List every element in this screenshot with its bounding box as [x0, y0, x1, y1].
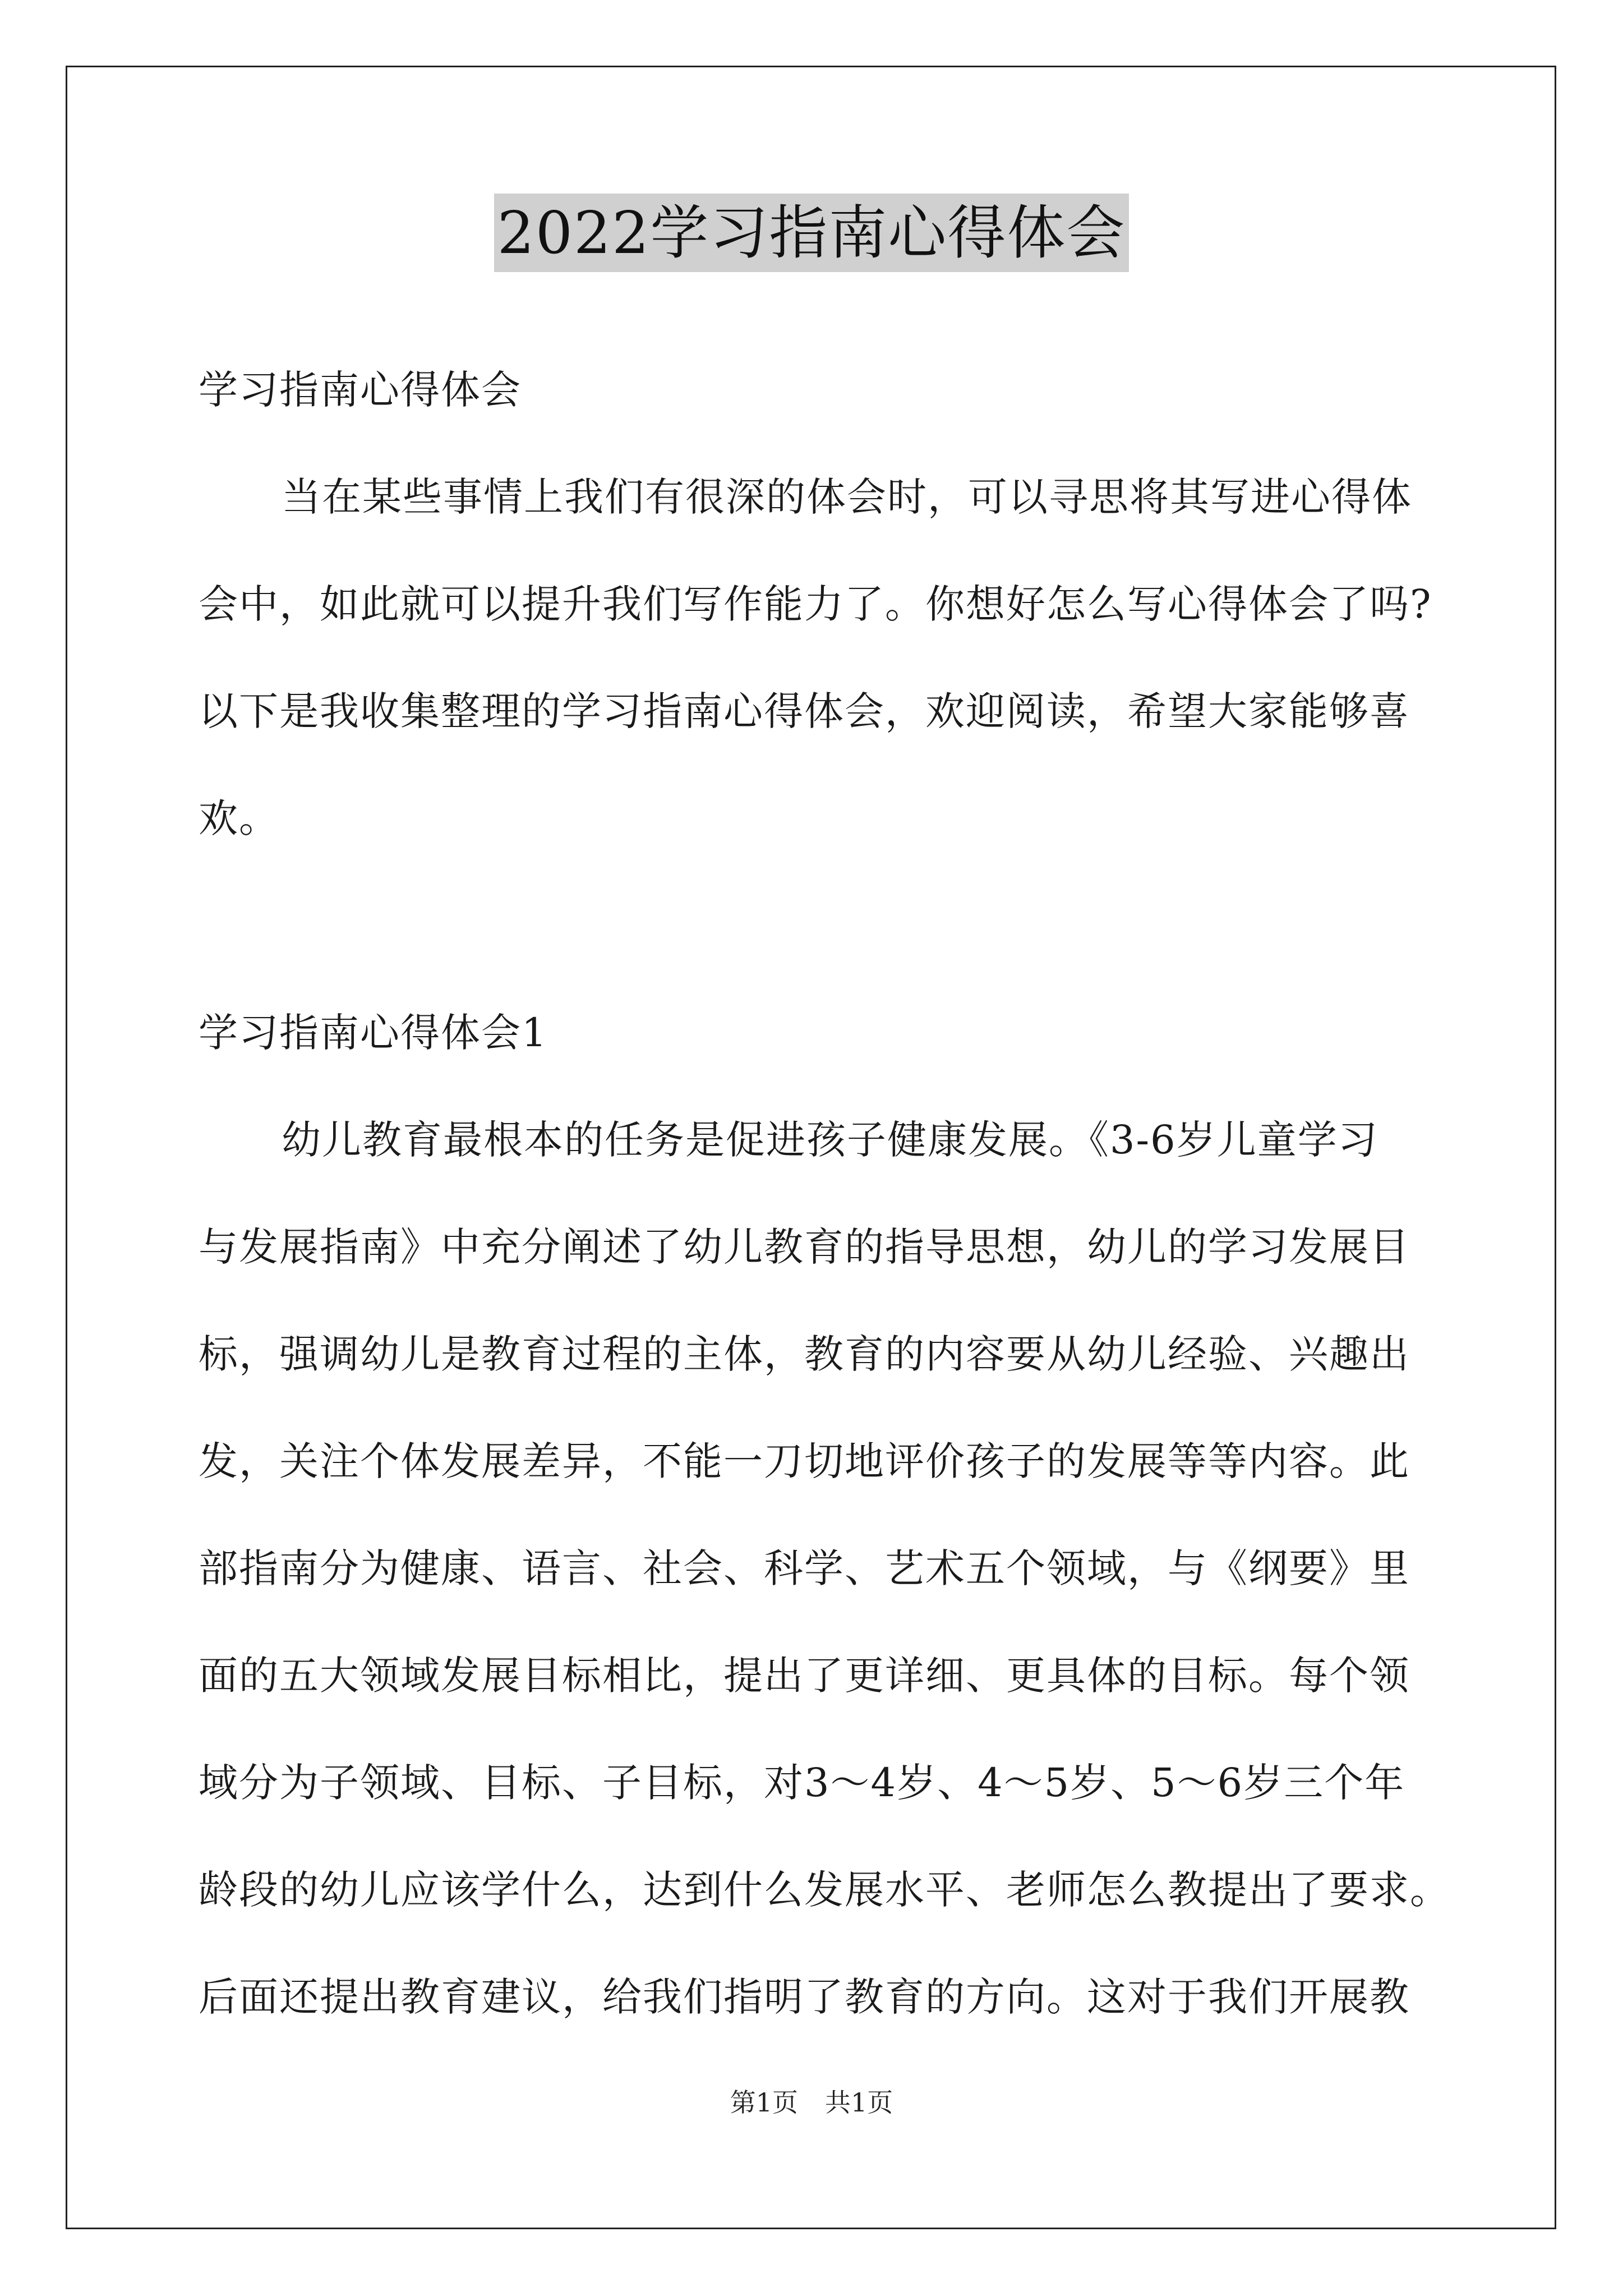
paragraph-line: 幼儿教育最根本的任务是促进孩子健康发展。《3-6岁儿童学习: [282, 1117, 1378, 1163]
document-body: [199, 337, 1449, 2051]
paragraph-gap: [199, 872, 1449, 979]
paragraph-line: 欢。: [199, 795, 279, 841]
paragraph-line: 面的五大领域发展目标相比，提出了更详细、更具体的目标。每个领: [199, 1653, 1410, 1699]
section-heading-1: 学习指南心得体会1: [199, 1010, 548, 1056]
paragraph-line: 域分为子领域、目标、子目标，对3～4岁、4～5岁、5～6岁三个年: [199, 1760, 1405, 1806]
paragraph-line: 后面还提出教育建议，给我们指明了教育的方向。这对于我们开展教: [199, 1974, 1410, 2020]
paragraph-line: 标，强调幼儿是教育过程的主体，教育的内容要从幼儿经验、兴趣出: [199, 1331, 1410, 1377]
document-title: 2022学习指南心得体会: [494, 194, 1129, 272]
page-total: 共1页: [825, 2087, 893, 2118]
page-footer: [0, 2086, 1623, 2119]
title-container: [0, 194, 1623, 272]
paragraph-line: 部指南分为健康、语言、社会、科学、艺术五个领域，与《纲要》里: [199, 1545, 1410, 1591]
paragraph-line: 龄段的幼儿应该学什么，达到什么发展水平、老师怎么教提出了要求。: [199, 1867, 1450, 1913]
paragraph-line: 当在某些事情上我们有很深的体会时，可以寻思将其写进心得体: [282, 474, 1412, 520]
paragraph-line: 与发展指南》中充分阐述了幼儿教育的指导思想，幼儿的学习发展目: [199, 1224, 1410, 1270]
page-number: 第1页: [730, 2087, 798, 2118]
paragraph-line: 会中，如此就可以提升我们写作能力了。你想好怎么写心得体会了吗?: [199, 581, 1432, 627]
paragraph-line: 发，关注个体发展差异，不能一刀切地评价孩子的发展等等内容。此: [199, 1438, 1410, 1484]
paragraph-line: 以下是我收集整理的学习指南心得体会，欢迎阅读，希望大家能够喜: [199, 688, 1410, 734]
section-heading-intro: 学习指南心得体会: [199, 367, 522, 413]
